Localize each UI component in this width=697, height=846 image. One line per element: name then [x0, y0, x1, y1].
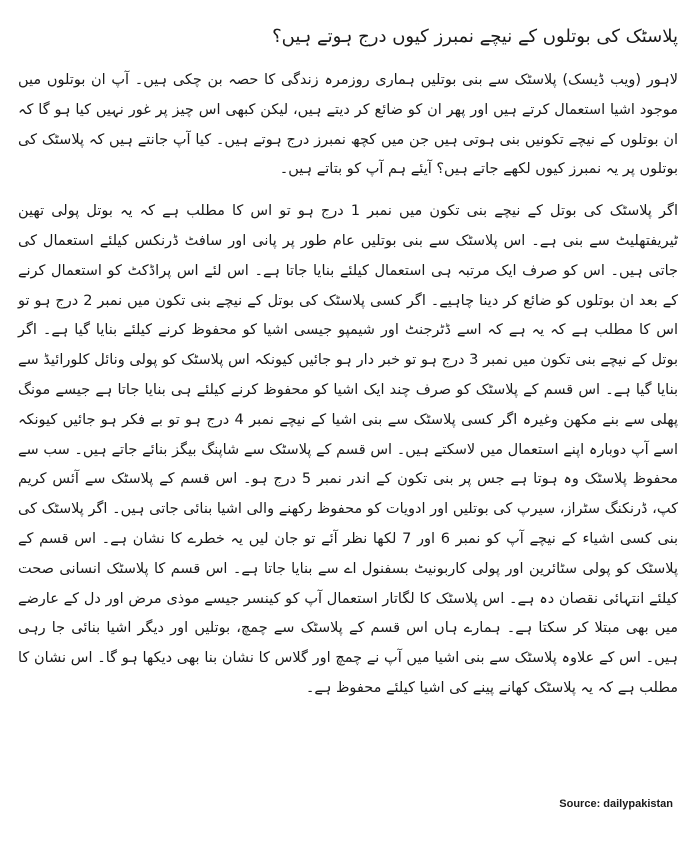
source-credit: Source: dailypakistan [559, 798, 673, 810]
article [18, 22, 678, 716]
article-body-paragraph: اگر پلاسٹک کی بوتل کے نیچے بنی تکون میں نمبر 1 درج ہو تو اس کا مطلب ہے کہ یہ بوتل پولی تھین ٹیریفتھلیٹ سے بنی ہے۔ اس پلاسٹک سے بنی بوتلیں عام طور پر پانی اور سافٹ ڈرنکس کیلئے استعمال کی جاتی ہیں۔ اس کو صرف ایک مرتبہ ہی استعمال کیلئے بنایا جاتا ہے۔ اس لئے اس پراڈکٹ کو استعمال کرنے کے بعد ان بوتلوں کو ضائع کر دینا چاہیے۔ اگر کسی پلاسٹک کی بوتل کے نیچے بنی تکون میں نمبر 2 درج ہو تو اس کا مطلب ہے کہ یہ ہے کہ اسے ڈٹرجنٹ اور شیمپو جیسی اشیا کو محفوظ کرنے کیلئے بنایا گیا ہے۔ اگر بوتل کے نیچے بنی تکون میں نمبر 3 درج ہو تو خبر دار ہو جائیں کیونکہ اس پلاسٹک کو پولی ونائل کلورائیڈ سے بنایا گیا ہے۔ اس قسم کے پلاسٹک کو صرف چند ایک اشیا کو محفوظ کرنے کیلئے ہی بنایا جاتا ہے جیسے مونگ پھلی سے بنے مکھن وغیرہ اگر کسی پلاسٹک سے بنی اشیا کے نیچے نمبر 4 درج ہو تو بے فکر ہو جائیں کیونکہ اسے آپ دوبارہ اپنے استعمال میں لاسکتے ہیں۔ اس قسم کے پلاسٹک سے شاپنگ بیگز بنائے جاتے ہیں۔ سب سے محفوظ پلاسٹک وہ ہوتا ہے جس پر بنی تکون کے اندر نمبر 5 درج ہو۔ اس قسم کے پلاسٹک سے آئس کریم کپ، ڈرنکنگ سٹراز، سیرپ کی بوتلیں اور ادویات کو محفوظ رکھنے والی اشیا بنائی جاتی ہیں۔ اگر پلاسٹک کی بنی کسی اشیاء کے نیچے آپ کو نمبر 6 اور 7 لکھا نظر آئے تو جان لیں یہ خطرے کا نشان ہے۔ اس قسم کے پلاسٹک کو پولی سٹائرین اور پولی کاربونیٹ بسفنول اے سے بنایا جاتا ہے۔ اس قسم کا پلاسٹک انسانی صحت کیلئے انتہائی نقصان دہ ہے۔ اس پلاسٹک کا لگاتار استعمال آپ کو کینسر جیسے موذی مرض اور دل کے عارضے میں بھی مبتلا کر سکتا ہے۔ ہمارے ہاں اس قسم کے پلاسٹک سے چمچ، بوتلیں اور دیگر اشیا بنائی جا رہی ہیں۔ اس کے علاوہ پلاسٹک سے بنی اشیا میں آپ نے چمچ اور گلاس کا نشان بنا بھی دیکھا ہو گا۔ اس نشان کا مطلب ہے کہ یہ پلاسٹک کھانے پینے کی اشیا کیلئے محفوظ ہے۔ [18, 203, 678, 696]
article-intro-paragraph: لاہور (ویب ڈیسک) پلاسٹک سے بنی بوتلیں ہماری روزمرہ زندگی کا حصہ بن چکی ہیں۔ آپ ان بوتلوں میں موجود اشیا استعمال کرتے ہیں اور پھر ان کو ضائع کر دیتے ہیں، لیکن کبھی اس چیز پر غور نہیں کیا ہو گا کہ ان بوتلوں کے نیچے تکونیں بنی ہوتی ہیں جن میں کچھ نمبرز درج ہوتے ہیں۔ کیا آپ جانتے ہیں کہ پلاسٹک کی بوتلوں پر یہ نمبرز کیوں لکھے جاتے ہیں؟ آیئے ہم آپ کو بتاتے ہیں۔ [18, 72, 678, 178]
article-title: پلاسٹک کی بوتلوں کے نیچے نمبرز کیوں درج ہوتے ہیں؟ [272, 26, 678, 47]
